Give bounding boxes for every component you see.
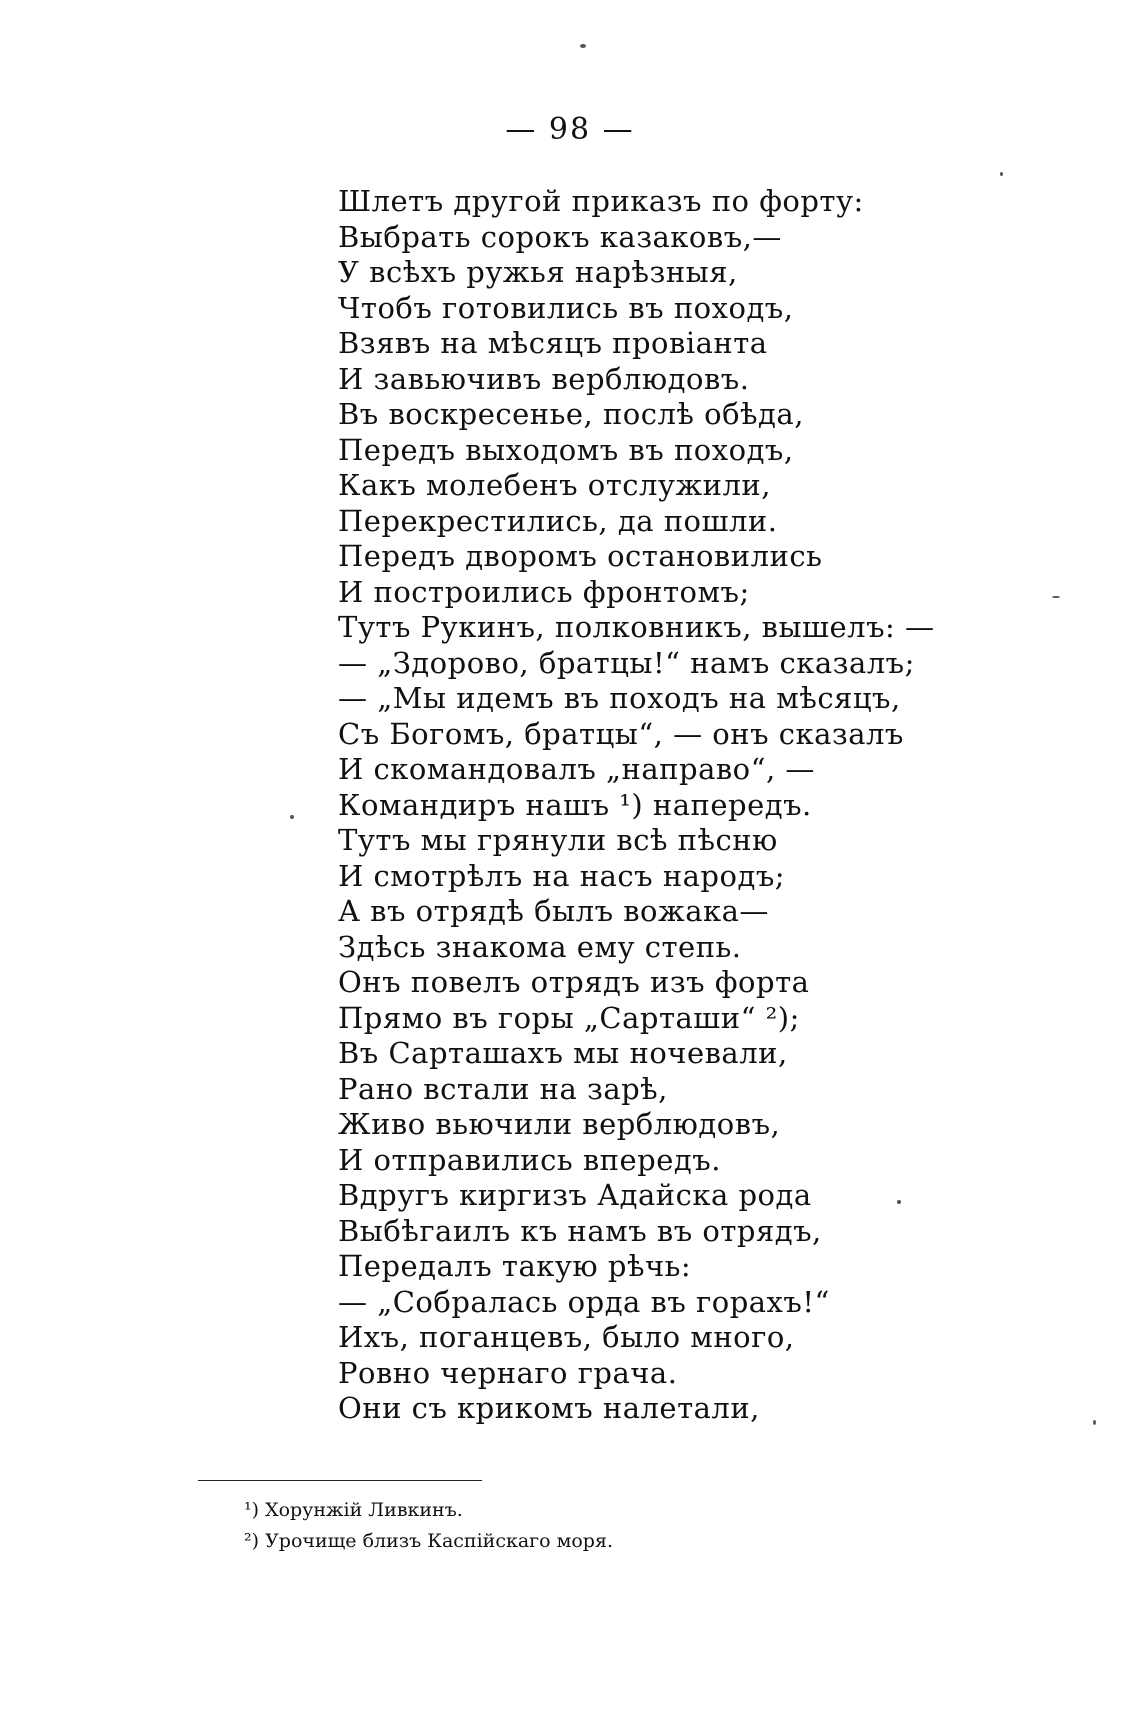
- poem-line: Они съ крикомъ налетали,: [338, 1391, 760, 1425]
- poem-line: Выбѣгаилъ къ намъ въ отрядъ,: [338, 1213, 822, 1248]
- poem-line: Тутъ мы грянули всѣ пѣсню: [338, 823, 778, 857]
- poem-line: Передъ дворомъ остановились: [338, 539, 823, 573]
- poem-line: И отправились впередъ.: [338, 1142, 721, 1177]
- scan-speck: [897, 1200, 901, 1204]
- footnote-divider: [198, 1480, 482, 1481]
- poem-line: Живо вьючили верблюдовъ,: [338, 1107, 781, 1141]
- poem-line: И завьючивъ верблюдовъ.: [338, 361, 750, 396]
- scan-speck: [1093, 1420, 1096, 1425]
- poem-line: Передалъ такую рѣчь:: [338, 1249, 692, 1283]
- scan-speck: [580, 44, 586, 48]
- poem-line: — „Здорово, братцы!“ намъ сказалъ;: [338, 645, 915, 680]
- poem-line: Прямо въ горы „Сарташи“ ²);: [338, 1000, 800, 1035]
- scan-speck: [1052, 596, 1060, 598]
- poem-line: Шлетъ другой приказъ по форту:: [338, 184, 864, 218]
- poem-line: У всѣхъ ружья нарѣзныя,: [338, 255, 738, 289]
- scan-speck: [1000, 172, 1003, 176]
- poem-line: Ровно чернаго грача.: [338, 1355, 678, 1390]
- poem-line: Здѣсь знакома ему степь.: [338, 929, 742, 964]
- poem-line: И построились фронтомъ;: [338, 574, 750, 609]
- poem-line: — „Собралась орда въ горахъ!“: [338, 1284, 830, 1319]
- footnote-1: ¹) Хорунжій Ливкинъ.: [244, 1499, 463, 1521]
- page-number: — 98 —: [505, 112, 635, 147]
- poem-body: [338, 184, 978, 1427]
- poem-line: Выбрать сорокъ казаковъ,—: [338, 219, 782, 254]
- poem-line: Командиръ нашъ ¹) напередъ.: [338, 787, 812, 822]
- poem-line: И смотрѣлъ на насъ народъ;: [338, 858, 786, 893]
- poem-line: Онъ повелъ отрядъ изъ форта: [338, 965, 810, 999]
- poem-line: Передъ выходомъ въ походъ,: [338, 432, 794, 467]
- poem-line: Тутъ Рукинъ, полковникъ, вышелъ: —: [338, 610, 935, 644]
- poem-line: Взявъ на мѣсяцъ провіанта: [338, 326, 768, 360]
- poem-line: И скомандовалъ „направо“, —: [338, 752, 815, 786]
- poem-line: — „Мы идемъ въ походъ на мѣсяцъ,: [338, 681, 901, 715]
- poem-line: Ихъ, поганцевъ, было много,: [338, 1320, 795, 1354]
- poem-line: Въ воскресенье, послѣ обѣда,: [338, 397, 804, 431]
- poem-line: Въ Сарташахъ мы ночевали,: [338, 1036, 788, 1070]
- poem-line: А въ отрядѣ былъ вожака—: [338, 894, 769, 928]
- footnote-2: ²) Урочище близъ Каспійскаго моря.: [244, 1530, 613, 1552]
- poem-line: Съ Богомъ, братцы“, — онъ сказалъ: [338, 716, 904, 751]
- poem-line: Рано встали на зарѣ,: [338, 1071, 668, 1106]
- scan-speck: [290, 815, 294, 819]
- poem-line: Какъ молебенъ отслужили,: [338, 468, 771, 502]
- footnotes: [244, 1495, 944, 1557]
- poem-line: Чтобъ готовились въ походъ,: [338, 290, 794, 325]
- poem-line: Вдругъ киргизъ Адайска рода: [338, 1178, 812, 1212]
- poem-line: Перекрестились, да пошли.: [338, 503, 778, 538]
